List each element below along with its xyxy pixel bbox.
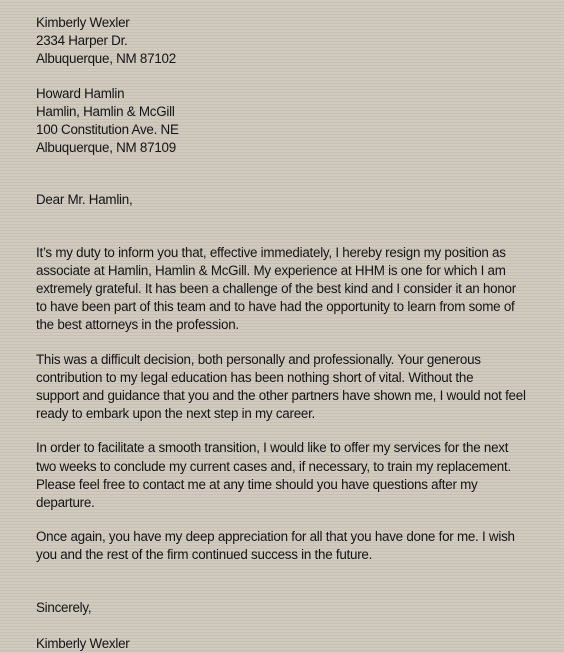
paragraph-line: Please feel free to contact me at any time should you have questions after my	[36, 476, 478, 492]
salutation: Dear Mr. Hamlin,	[36, 192, 133, 208]
signature-name: Kimberly Wexler	[36, 635, 130, 651]
paragraph-line: ready to embark upon the next step in my career.	[36, 406, 316, 422]
paragraph-line: This was a difficult decision, both personally and professionally. Your generous	[36, 351, 481, 367]
paragraph-line: contribution to my legal education has been nothing short of vital. Without the	[36, 369, 474, 385]
recipient-name: Howard Hamlin	[36, 85, 125, 101]
paragraph-line: two weeks to conclude my current cases and, if necessary, to train my replacement.	[36, 458, 511, 474]
paragraph-line: departure.	[36, 495, 95, 511]
paragraph-line: you and the rest of the firm continued success in the future.	[36, 547, 373, 563]
paragraph-line: support and guidance that you and the other partners have shown me, I would not feel	[36, 388, 526, 404]
paragraph-line: extremely grateful. It has been a challenge of the best kind and I consider it an honor	[36, 281, 516, 297]
sender-street: 2334 Harper Dr.	[36, 33, 128, 49]
paragraph-line: It’s my duty to inform you that, effective immediately, I hereby resign my position as	[36, 244, 506, 260]
paragraph-line: Once again, you have my deep appreciation for all that you have done for me. I wish	[36, 529, 515, 545]
resignation-letter	[36, 14, 548, 653]
paragraph-2	[36, 351, 548, 424]
paragraph-line: In order to facilitate a smooth transition, I would like to offer my services for the next	[36, 440, 509, 456]
recipient-firm: Hamlin, Hamlin & McGill	[36, 103, 175, 119]
sender-city: Albuquerque, NM 87102	[36, 51, 176, 67]
recipient-city: Albuquerque, NM 87109	[36, 140, 176, 156]
recipient-address	[36, 85, 548, 158]
paragraph-line: associate at Hamlin, Hamlin & McGill. My experience at HHM is one for which I am	[36, 262, 506, 278]
recipient-street: 100 Constitution Ave. NE	[36, 122, 179, 138]
paragraph-3	[36, 439, 548, 512]
sender-address	[36, 14, 548, 69]
paragraph-line: to have been part of this team and to have had the opportunity to learn from some of	[36, 299, 515, 315]
paragraph-4	[36, 528, 548, 564]
sender-name: Kimberly Wexler	[36, 15, 130, 30]
paragraph-line: the best attorneys in the profession.	[36, 317, 239, 333]
paragraph-1	[36, 244, 548, 335]
closing: Sincerely,	[36, 599, 92, 615]
